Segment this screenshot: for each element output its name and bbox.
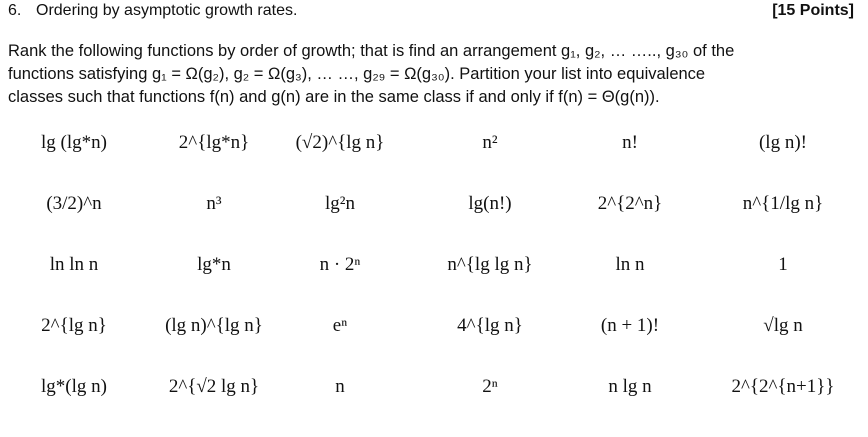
question-number: 6.	[8, 2, 22, 19]
question-prompt	[8, 40, 858, 109]
function-cell: (n + 1)!	[600, 315, 660, 336]
function-cell: n^{lg lg n}	[447, 254, 533, 275]
function-row	[0, 315, 868, 376]
function-cell: n	[335, 376, 345, 397]
function-cell: n lg n	[608, 376, 652, 397]
function-row	[0, 254, 868, 315]
function-row	[0, 193, 868, 254]
function-cell: ln n	[615, 254, 645, 275]
function-cell: n!	[622, 132, 638, 153]
function-cell: (3/2)^n	[46, 193, 102, 214]
function-grid	[0, 132, 868, 437]
function-cell: ln ln n	[49, 254, 99, 275]
question-points: [15 Points]	[772, 2, 854, 19]
function-cell: (lg n)^{lg n}	[165, 315, 263, 336]
question-header	[8, 2, 854, 24]
function-cell: lg*(lg n)	[41, 376, 107, 397]
function-cell: n^{1/lg n}	[742, 193, 824, 214]
function-cell: eⁿ	[332, 315, 348, 336]
function-cell: lg (lg*n)	[41, 132, 107, 153]
function-row	[0, 132, 868, 193]
function-cell: (√2)^{lg n}	[295, 132, 385, 153]
function-cell: lg(n!)	[468, 193, 512, 214]
prompt-line-3: classes such that functions f(n) and g(n) are in the same class if and only if f(n) = Θ(g(n)).	[8, 88, 660, 106]
function-cell: n³	[206, 193, 222, 214]
function-cell: 2^{√2 lg n}	[168, 376, 260, 397]
function-cell: √lg n	[763, 315, 803, 336]
function-cell: 2^{2^n}	[597, 193, 663, 214]
function-cell: 1	[778, 254, 788, 275]
function-cell: 2ⁿ	[482, 376, 498, 397]
function-cell: (lg n)!	[758, 132, 807, 153]
function-cell: lg*n	[197, 254, 231, 275]
function-cell: lg²n	[325, 193, 355, 214]
function-cell: n²	[482, 132, 498, 153]
prompt-line-2: functions satisfying g₁ = Ω(g₂), g₂ = Ω(g₃), … …, g₂₉ = Ω(g₃₀). Partition your list into equivalence	[8, 65, 706, 83]
function-cell: 4^{lg n}	[457, 315, 523, 336]
question-title: Ordering by asymptotic growth rates.	[36, 2, 298, 19]
function-cell: 2^{lg n}	[41, 315, 107, 336]
function-cell: 2^{lg*n}	[178, 132, 250, 153]
prompt-line-1: Rank the following functions by order of growth; that is find an arrangement g₁, g₂, … ….., g₃₀ of the	[8, 42, 735, 60]
function-cell: n · 2ⁿ	[319, 254, 361, 275]
function-cell: 2^{2^{n+1}}	[731, 376, 835, 397]
